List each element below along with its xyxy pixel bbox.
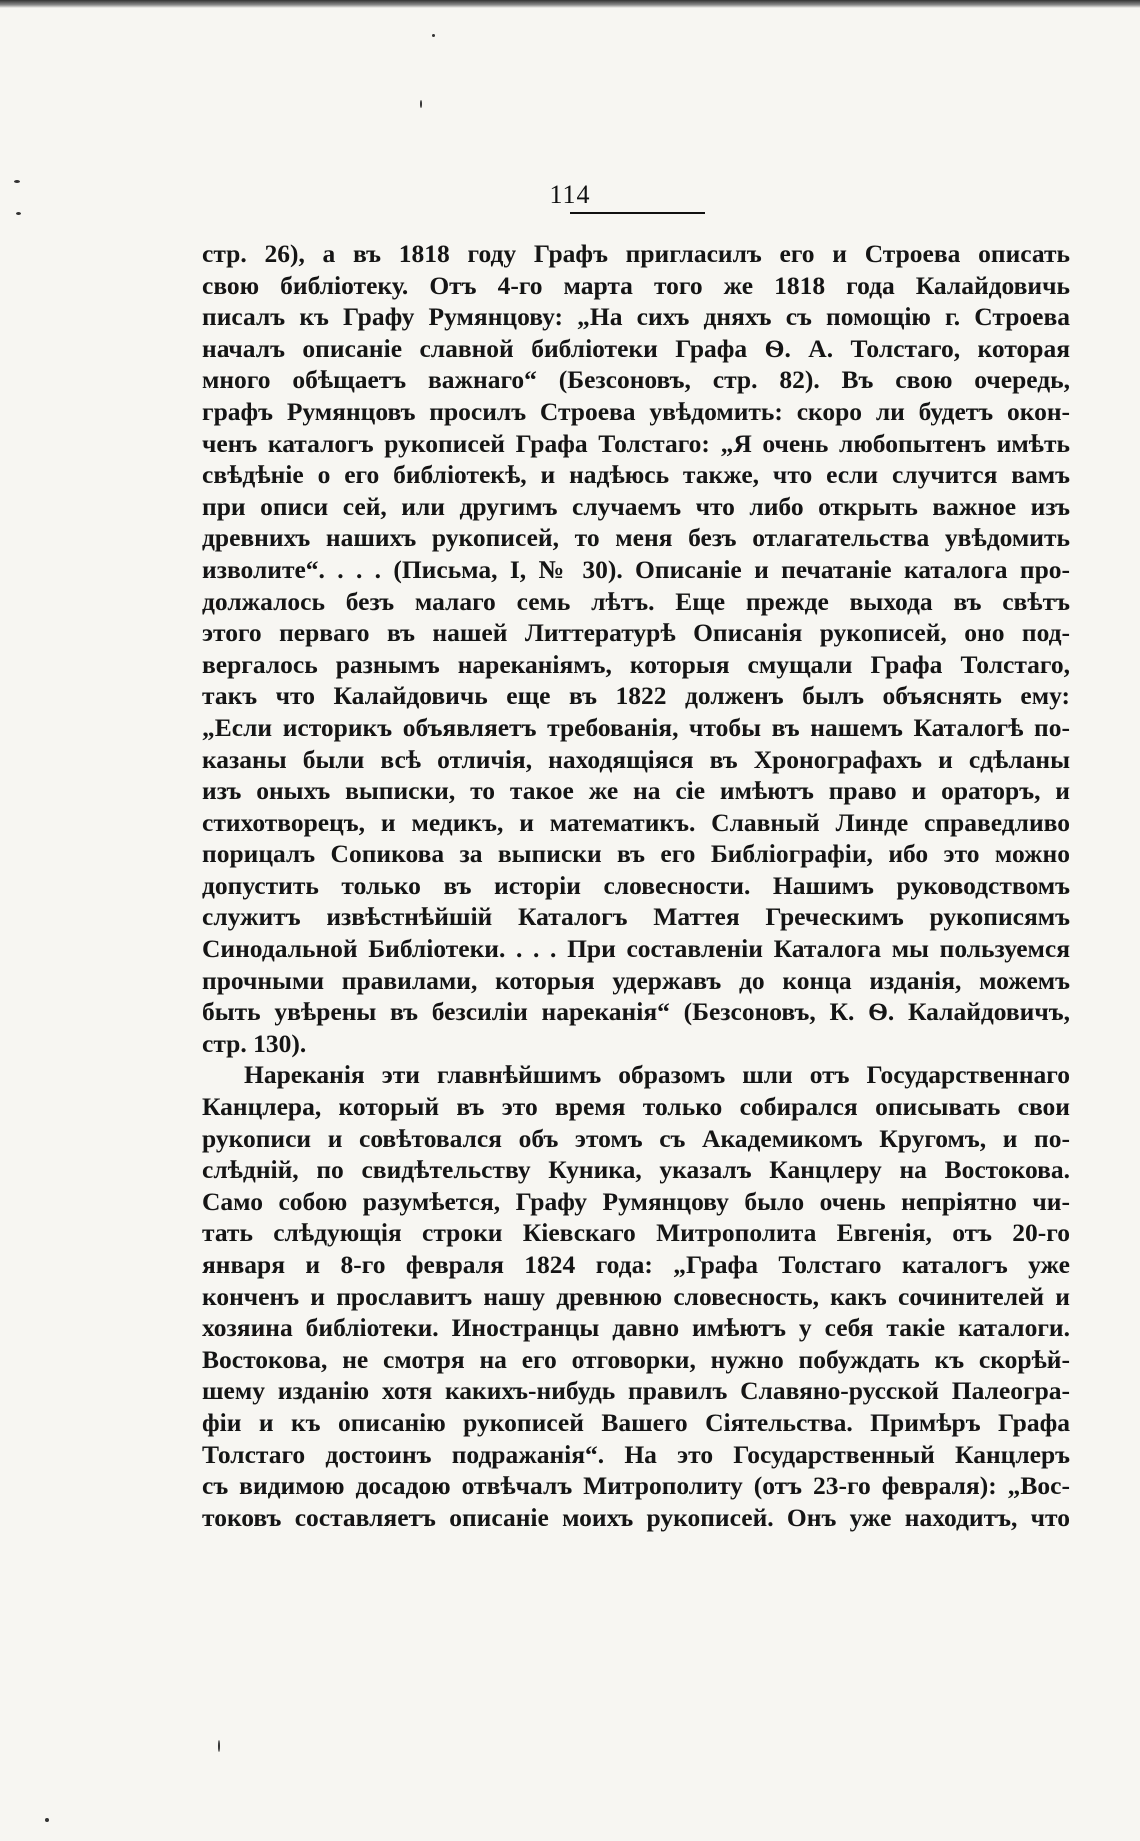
text-line: конченъ и прославитъ нашу древнюю словесность, какъ сочинителей и xyxy=(202,1281,1070,1311)
text-line: токовъ составляетъ описаніе моихъ рукописей. Онъ уже находитъ, что xyxy=(202,1502,1070,1532)
scan-speck xyxy=(420,100,422,108)
text-line: стр. 26), а въ 1818 году Графъ пригласилъ его и Строева описать xyxy=(202,239,1070,268)
text-line: этого перваго въ нашей Литтературѣ Описанія рукописей, оно под- xyxy=(202,618,1070,648)
text-line: Востокова, не смотря на его отговорки, нужно побуждать къ скорѣй- xyxy=(202,1344,1070,1374)
text-line: началъ описаніе славной библіотеки Графа Ѳ. А. Толстаго, которая xyxy=(202,333,1070,363)
text-line: Само собою разумѣется, Графу Румянцову было очень непріятно чи- xyxy=(202,1186,1070,1216)
text-line: свою библіотеку. Отъ 4-го марта того же 1818 года Калайдовичь xyxy=(202,270,1070,300)
page-number-rule xyxy=(570,212,705,214)
scan-speck xyxy=(218,1740,220,1752)
text-line: служитъ извѣстнѣйшій Каталогъ Маттея Греческимъ рукописямъ xyxy=(202,902,1070,932)
text-line: фіи и къ описанію рукописей Вашего Сіятельства. Примѣръ Графа xyxy=(202,1407,1070,1437)
text-line: много обѣщаетъ важнаго“ (Безсоновъ, стр. 82). Въ свою очередь, xyxy=(202,365,1070,395)
text-line: Нареканія эти главнѣйшимъ образомъ шли отъ Государственнаго xyxy=(244,1060,1070,1090)
text-line: Канцлера, который въ это время только собирался описывать свои xyxy=(202,1092,1070,1122)
text-line: изволите“. . . . (Письма, I, № 30). Описаніе и печатаніе каталога про- xyxy=(202,554,1070,584)
text-line: должалось безъ малаго семь лѣтъ. Еще прежде выхода въ свѣтъ xyxy=(202,586,1070,616)
text-line: графъ Румянцовъ просилъ Строева увѣдомить: скоро ли будетъ окон- xyxy=(202,396,1070,426)
text-line: ченъ каталогъ рукописей Графа Толстаго: „Я очень любопытенъ имѣть xyxy=(202,428,1070,458)
text-line: казаны были всѣ отличія, находящіяся въ Хронографахъ и сдѣланы xyxy=(202,744,1070,774)
text-line: Синодальной Библіотеки. . . . При составленіи Каталога мы пользуемся xyxy=(202,934,1070,964)
text-line: рукописи и совѣтовался объ этомъ съ Академикомъ Кругомъ, и по- xyxy=(202,1123,1070,1153)
page-number: 114 xyxy=(549,180,591,209)
scan-speck xyxy=(45,1818,49,1822)
text-line: быть увѣрены въ безсиліи нареканія“ (Безсоновъ, К. Ѳ. Калайдовичъ, xyxy=(202,997,1070,1027)
text-line: допустить только въ исторіи словесности. Нашимъ руководствомъ xyxy=(202,870,1070,900)
text-line: изъ оныхъ выписки, то такое же на сіе имѣютъ право и ораторъ, и xyxy=(202,776,1070,806)
text-line: хозяина библіотеки. Иностранцы давно имѣютъ у себя такіе каталоги. xyxy=(202,1313,1070,1343)
text-line: такъ что Калайдовичь еще въ 1822 долженъ былъ объяснять ему: xyxy=(202,681,1070,711)
text-line: шему изданію хотя какихъ-нибудь правилъ Славяно-русской Палеогра- xyxy=(202,1376,1070,1406)
scan-speck xyxy=(432,34,435,37)
text-line: при описи сей, или другимъ случаемъ что либо открыть важное изъ xyxy=(202,491,1070,521)
text-line: слѣдній, по свидѣтельству Куника, указалъ Канцлеру на Востокова. xyxy=(202,1155,1070,1185)
text-line: прочными правилами, которыя удержавъ до конца изданія, можемъ xyxy=(202,965,1070,995)
text-line: Толстаго достоинъ подражанія“. На это Государственный Канцлеръ xyxy=(202,1439,1070,1469)
text-line: тать слѣдующія строки Кіевскаго Митрополита Евгенія, отъ 20-го xyxy=(202,1218,1070,1248)
text-line: января и 8-го февраля 1824 года: „Графа Толстаго каталогъ уже xyxy=(202,1250,1070,1279)
text-line: стихотворецъ, и медикъ, и математикъ. Славный Линде справедливо xyxy=(202,807,1070,837)
text-line: съ видимою досадою отвѣчалъ Митрополиту (отъ 23-го февраля): „Вос- xyxy=(202,1471,1070,1501)
scan-speck xyxy=(16,212,21,215)
text-line: стр. 130). xyxy=(202,1028,307,1058)
text-line: порицалъ Сопикова за выписки въ его Библіографіи, ибо это можно xyxy=(202,839,1070,869)
text-line: древнихъ нашихъ рукописей, то меня безъ отлагательства увѣдомить xyxy=(202,523,1070,553)
text-line: вергалось разнымъ нареканіямъ, которыя смущали Графа Толстаго, xyxy=(202,649,1070,679)
body-text xyxy=(202,238,1070,1533)
text-line: свѣдѣніе о его библіотекѣ, и надѣюсь также, что если случится вамъ xyxy=(202,460,1070,490)
text-line: „Если историкъ объявляетъ требованія, чтобы въ нашемъ Каталогѣ по- xyxy=(202,712,1070,742)
page-top-edge xyxy=(0,0,1140,8)
text-line: писалъ къ Графу Румянцову: „На сихъ дняхъ съ помощію г. Строева xyxy=(202,302,1070,332)
